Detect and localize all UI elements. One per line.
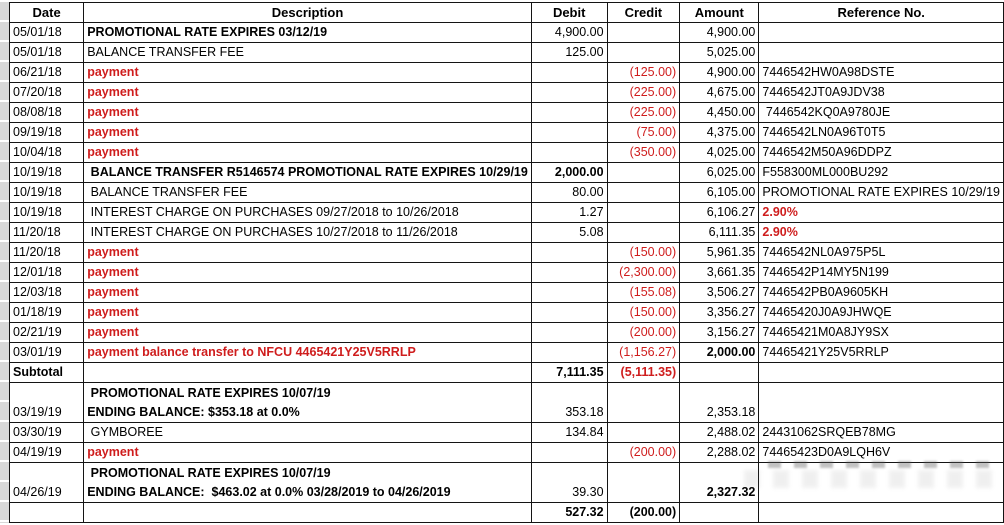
description-cell[interactable] <box>84 63 532 83</box>
reference-cell[interactable]: 74465421Y25V5RRLP <box>759 343 1004 363</box>
description-line: payment balance transfer to NFCU 4465421Y25V5RRLP <box>87 345 416 359</box>
description-line: GYMBOREE <box>87 425 163 439</box>
description-line: PROMOTIONAL RATE EXPIRES 10/07/19 <box>87 385 331 400</box>
table-row <box>10 103 1004 123</box>
header-row <box>10 3 1004 23</box>
credit-cell[interactable] <box>607 43 680 63</box>
table-row <box>10 143 1004 163</box>
amount-cell[interactable]: 4,900.00 <box>680 63 759 83</box>
description-cell[interactable] <box>84 243 532 263</box>
reference-cell[interactable]: 74465421M0A8JY9SX <box>759 323 1004 343</box>
table-row <box>10 343 1004 363</box>
amount-cell[interactable]: 3,156.27 <box>680 323 759 343</box>
description-cell[interactable] <box>84 223 532 243</box>
date-cell[interactable]: 10/04/18 <box>10 143 84 163</box>
table-row <box>10 183 1004 203</box>
debit-cell[interactable]: 80.00 <box>531 183 607 203</box>
debit-cell[interactable]: 353.18 <box>531 383 607 423</box>
description-cell[interactable] <box>84 23 532 43</box>
column-header[interactable]: Amount <box>680 3 759 23</box>
date-cell[interactable]: 11/20/18 <box>10 243 84 263</box>
debit-cell[interactable]: 2,000.00 <box>531 163 607 183</box>
credit-cell[interactable] <box>607 23 680 43</box>
description-cell[interactable] <box>84 123 532 143</box>
date-cell[interactable]: 03/30/19 <box>10 423 84 443</box>
date-cell[interactable]: 06/21/18 <box>10 63 84 83</box>
table-row <box>10 23 1004 43</box>
credit-cell[interactable] <box>607 383 680 423</box>
table-row <box>10 83 1004 103</box>
description-line: payment <box>87 105 139 119</box>
credit-cell[interactable] <box>607 203 680 223</box>
table-row <box>10 263 1004 283</box>
reference-cell[interactable] <box>759 23 1004 43</box>
table-row <box>10 203 1004 223</box>
date-cell[interactable]: Subtotal <box>10 363 84 383</box>
debit-cell[interactable] <box>531 343 607 363</box>
debit-cell[interactable] <box>531 323 607 343</box>
debit-cell[interactable]: 5.08 <box>531 223 607 243</box>
description-cell[interactable] <box>84 323 532 343</box>
description-cell[interactable] <box>84 263 532 283</box>
debit-cell[interactable] <box>531 83 607 103</box>
date-cell[interactable]: 12/01/18 <box>10 263 84 283</box>
column-header[interactable]: Date <box>10 3 84 23</box>
description-cell[interactable] <box>84 363 532 383</box>
credit-cell[interactable]: (200.00) <box>607 503 680 523</box>
credit-cell[interactable]: (150.00) <box>607 243 680 263</box>
credit-cell[interactable]: (200.00) <box>607 323 680 343</box>
table-row <box>10 223 1004 243</box>
description-cell[interactable] <box>84 383 532 423</box>
date-cell[interactable]: 12/03/18 <box>10 283 84 303</box>
description-line: PROMOTIONAL RATE EXPIRES 10/07/19 <box>87 465 331 480</box>
credit-cell[interactable]: (350.00) <box>607 143 680 163</box>
description-cell[interactable] <box>84 43 532 63</box>
description-line: payment <box>87 65 139 79</box>
description-line: payment <box>87 85 139 99</box>
table-row <box>10 443 1004 463</box>
reference-cell[interactable] <box>759 363 1004 383</box>
debit-cell[interactable] <box>531 303 607 323</box>
column-header[interactable]: Reference No. <box>759 3 1004 23</box>
description-line: payment <box>87 305 139 319</box>
table-row <box>10 423 1004 443</box>
debit-cell[interactable]: 39.30 <box>531 463 607 503</box>
table-row <box>10 43 1004 63</box>
description-cell[interactable] <box>84 283 532 303</box>
description-line: BALANCE TRANSFER FEE <box>87 185 248 199</box>
description-line: BALANCE TRANSFER R5146574 PROMOTIONAL RATE EXPIRES 10/29/19 <box>87 165 528 179</box>
date-cell[interactable]: 02/21/19 <box>10 323 84 343</box>
date-cell[interactable]: 01/18/19 <box>10 303 84 323</box>
description-cell[interactable] <box>84 103 532 123</box>
debit-cell[interactable]: 4,900.00 <box>531 23 607 43</box>
date-cell[interactable] <box>10 503 84 523</box>
table-row <box>10 163 1004 183</box>
reference-cell[interactable]: 2.90% <box>759 203 1004 223</box>
description-line: payment <box>87 265 139 279</box>
debit-cell[interactable]: 1.27 <box>531 203 607 223</box>
debit-cell[interactable] <box>531 243 607 263</box>
reference-cell[interactable]: 7446542P14MY5N199 <box>759 263 1004 283</box>
table-row <box>10 283 1004 303</box>
description-cell[interactable] <box>84 503 532 523</box>
amount-cell[interactable]: 3,356.27 <box>680 303 759 323</box>
description-cell[interactable] <box>84 343 532 363</box>
reference-cell[interactable] <box>759 383 1004 423</box>
description-line: BALANCE TRANSFER FEE <box>87 45 244 59</box>
description-cell[interactable] <box>84 143 532 163</box>
debit-cell[interactable]: 7,111.35 <box>531 363 607 383</box>
reference-cell[interactable]: 7446542KQ0A9780JE <box>759 103 1004 123</box>
column-header[interactable]: Debit <box>531 3 607 23</box>
amount-cell[interactable]: 5,961.35 <box>680 243 759 263</box>
description-cell[interactable] <box>84 203 532 223</box>
debit-cell[interactable] <box>531 263 607 283</box>
credit-cell[interactable]: (125.00) <box>607 63 680 83</box>
amount-cell[interactable] <box>680 503 759 523</box>
table-row <box>10 383 1004 423</box>
reference-cell[interactable]: 7446542HW0A98DSTE <box>759 63 1004 83</box>
description-line: payment <box>87 325 139 339</box>
reference-cell[interactable]: PROMOTIONAL RATE EXPIRES 10/29/19 <box>759 183 1004 203</box>
date-cell[interactable]: 10/19/18 <box>10 183 84 203</box>
credit-cell[interactable] <box>607 423 680 443</box>
description-line: payment <box>87 145 139 159</box>
description-line: INTEREST CHARGE ON PURCHASES 09/27/2018 to 10/26/2018 <box>87 205 459 219</box>
debit-cell[interactable] <box>531 123 607 143</box>
date-cell[interactable]: 11/20/18 <box>10 223 84 243</box>
amount-cell[interactable]: 4,025.00 <box>680 143 759 163</box>
reference-cell[interactable]: 2.90% <box>759 223 1004 243</box>
amount-cell[interactable]: 3,506.27 <box>680 283 759 303</box>
reference-cell[interactable] <box>759 503 1004 523</box>
description-cell[interactable] <box>84 183 532 203</box>
date-cell[interactable]: 10/19/18 <box>10 163 84 183</box>
table-row <box>10 123 1004 143</box>
row-header-gutter <box>0 2 9 523</box>
credit-cell[interactable]: (200.00) <box>607 443 680 463</box>
amount-cell[interactable]: 4,675.00 <box>680 83 759 103</box>
credit-cell[interactable] <box>607 463 680 503</box>
description-cell[interactable] <box>84 423 532 443</box>
debit-cell[interactable] <box>531 283 607 303</box>
debit-cell[interactable] <box>531 63 607 83</box>
debit-cell[interactable]: 527.32 <box>531 503 607 523</box>
reference-cell[interactable]: 24431062SRQEB78MG <box>759 423 1004 443</box>
date-cell[interactable]: 05/01/18 <box>10 43 84 63</box>
credit-cell[interactable]: (150.00) <box>607 303 680 323</box>
credit-cell[interactable] <box>607 163 680 183</box>
reference-cell[interactable]: 74465423D0A9LQH6V <box>759 443 1004 463</box>
ledger-body <box>10 23 1004 523</box>
reference-cell[interactable]: 7446542M50A96DDPZ <box>759 143 1004 163</box>
description-line: payment <box>87 285 139 299</box>
credit-cell[interactable]: (225.00) <box>607 103 680 123</box>
amount-cell[interactable]: 2,327.32 <box>680 463 759 503</box>
table-row <box>10 243 1004 263</box>
credit-cell[interactable]: (2,300.00) <box>607 263 680 283</box>
date-cell[interactable]: 05/01/18 <box>10 23 84 43</box>
amount-cell[interactable]: 6,106.27 <box>680 203 759 223</box>
column-header[interactable]: Description <box>84 3 532 23</box>
amount-cell[interactable]: 3,661.35 <box>680 263 759 283</box>
amount-cell[interactable]: 2,288.02 <box>680 443 759 463</box>
reference-cell[interactable]: 7446542JT0A9JDV38 <box>759 83 1004 103</box>
amount-cell[interactable]: 6,105.00 <box>680 183 759 203</box>
date-cell[interactable]: 04/26/19 <box>10 463 84 503</box>
date-cell[interactable]: 07/20/18 <box>10 83 84 103</box>
date-cell[interactable]: 09/19/18 <box>10 123 84 143</box>
description-cell[interactable] <box>84 303 532 323</box>
description-cell[interactable] <box>84 443 532 463</box>
table-row <box>10 303 1004 323</box>
description-cell[interactable] <box>84 83 532 103</box>
table-row <box>10 363 1004 383</box>
credit-cell[interactable]: (155.08) <box>607 283 680 303</box>
amount-cell[interactable]: 2,000.00 <box>680 343 759 363</box>
amount-cell[interactable]: 4,375.00 <box>680 123 759 143</box>
reference-cell[interactable]: 7446542NL0A975P5L <box>759 243 1004 263</box>
table-row <box>10 503 1004 523</box>
description-line: payment <box>87 125 139 139</box>
credit-cell[interactable]: (225.00) <box>607 83 680 103</box>
credit-cell[interactable] <box>607 223 680 243</box>
date-cell[interactable]: 03/01/19 <box>10 343 84 363</box>
credit-cell[interactable]: (5,111.35) <box>607 363 680 383</box>
faded-watermark <box>768 461 996 468</box>
amount-cell[interactable]: 2,353.18 <box>680 383 759 423</box>
date-cell[interactable]: 04/19/19 <box>10 443 84 463</box>
description-line: payment <box>87 245 139 259</box>
table-row <box>10 323 1004 343</box>
faded-watermark-blur <box>744 470 998 488</box>
amount-cell[interactable]: 6,111.35 <box>680 223 759 243</box>
amount-cell[interactable]: 2,488.02 <box>680 423 759 443</box>
credit-cell[interactable]: (1,156.27) <box>607 343 680 363</box>
description-line: INTEREST CHARGE ON PURCHASES 10/27/2018 to 11/26/2018 <box>87 225 458 239</box>
reference-cell[interactable]: 74465420J0A9JHWQE <box>759 303 1004 323</box>
reference-cell[interactable] <box>759 43 1004 63</box>
debit-cell[interactable]: 134.84 <box>531 423 607 443</box>
ledger-table <box>9 2 1004 523</box>
amount-cell[interactable] <box>680 363 759 383</box>
description-line: payment <box>87 445 139 459</box>
credit-cell[interactable]: (75.00) <box>607 123 680 143</box>
reference-cell[interactable]: F558300ML000BU292 <box>759 163 1004 183</box>
debit-cell[interactable] <box>531 443 607 463</box>
date-cell[interactable]: 08/08/18 <box>10 103 84 123</box>
date-cell[interactable]: 03/19/19 <box>10 383 84 423</box>
description-cell[interactable] <box>84 163 532 183</box>
description-line: PROMOTIONAL RATE EXPIRES 03/12/19 <box>87 25 328 39</box>
amount-cell[interactable]: 6,025.00 <box>680 163 759 183</box>
reference-cell[interactable]: 7446542LN0A96T0T5 <box>759 123 1004 143</box>
credit-cell[interactable] <box>607 183 680 203</box>
amount-cell[interactable]: 4,450.00 <box>680 103 759 123</box>
table-row <box>10 63 1004 83</box>
reference-cell[interactable]: 7446542PB0A9605KH <box>759 283 1004 303</box>
debit-cell[interactable] <box>531 103 607 123</box>
description-cell[interactable] <box>84 463 532 503</box>
amount-cell[interactable]: 5,025.00 <box>680 43 759 63</box>
debit-cell[interactable] <box>531 143 607 163</box>
amount-cell[interactable]: 4,900.00 <box>680 23 759 43</box>
description-line: ENDING BALANCE: $353.18 at 0.0% <box>87 404 300 419</box>
column-header[interactable]: Credit <box>607 3 680 23</box>
debit-cell[interactable]: 125.00 <box>531 43 607 63</box>
date-cell[interactable]: 10/19/18 <box>10 203 84 223</box>
description-line: ENDING BALANCE: $463.02 at 0.0% 03/28/2019 to 04/26/2019 <box>87 484 451 499</box>
